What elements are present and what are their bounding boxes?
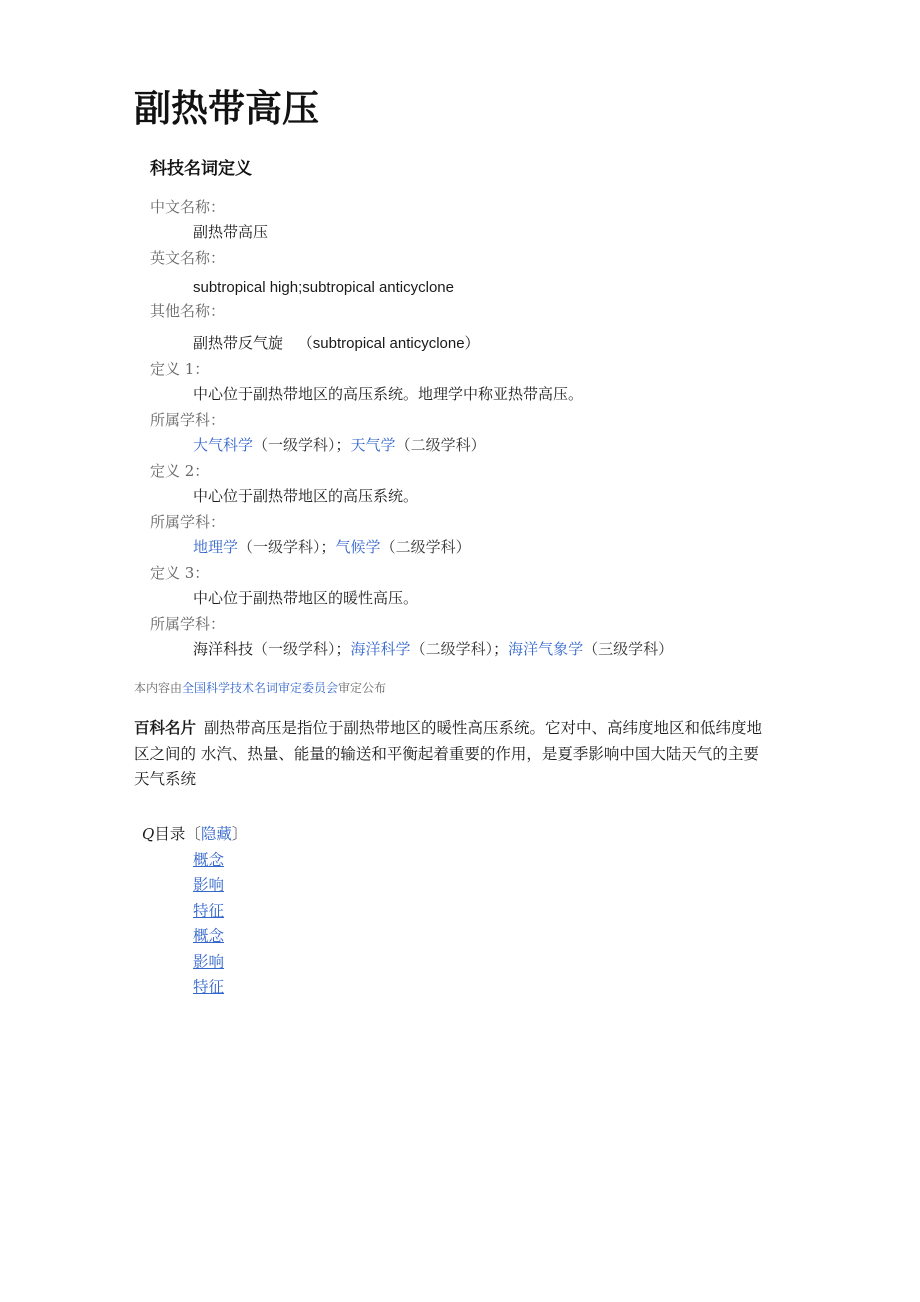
toc-label: 目录 [154,825,186,843]
other-name-value [193,332,480,355]
definition-2-subject-label: 所属学科： [150,513,226,531]
source-prefix: 本内容由 [134,681,183,695]
toc-hide-toggle[interactable]: 隐藏 [200,825,232,843]
subject-level: （二级学科） [380,538,471,556]
toc-item-influence[interactable]: 影响 [193,876,225,894]
other-name-label: 其他名称： [150,302,226,320]
subject-link-geography[interactable]: 地理学 [193,538,239,556]
definition-2-subjects [193,536,471,558]
subject-level: （一级学科） [238,538,321,556]
en-name-label: 英文名称： [150,249,226,267]
subject-separator: ； [335,436,351,454]
definition-3-label: 定义 3： [150,564,210,582]
definition-2-label: 定义 2： [150,462,210,480]
term-definition-heading: 科技名词定义 [150,159,252,179]
en-name-value: subtropical high;subtropical anticyclone [193,279,454,296]
page-title: 副热带高压 [134,87,319,130]
subject-level: （三级学科） [583,640,674,658]
toc-item-features[interactable]: 特征 [193,902,225,920]
subject-level: （二级学科） [410,640,494,658]
toc-item-concept[interactable]: 概念 [193,851,225,869]
definition-1-text: 中心位于副热带地区的高压系统。地理学中称亚热带高压。 [193,385,584,403]
subject-level: （二级学科） [395,436,486,454]
zh-name-label: 中文名称： [150,198,226,216]
source-attribution [134,678,386,698]
toc-item-features[interactable]: 特征 [193,978,225,996]
summary-tag: 百科名片 [134,719,197,737]
definition-3-subject-label: 所属学科： [150,615,226,633]
other-name-zh: 副热带反气旋 [193,334,284,352]
subject-link-climatology[interactable]: 气候学 [335,538,381,556]
toc-bracket-close: 〕 [231,825,248,843]
toc-item-influence[interactable]: 影响 [193,953,225,971]
subject-separator: ； [493,640,509,658]
subject-level: （一级学科） [253,640,336,658]
definition-3-text: 中心位于副热带地区的暖性高压。 [193,589,419,607]
toc-bracket-open: 〔 [185,825,201,843]
subject-link-atmospheric-science[interactable]: 大气科学 [193,436,254,454]
toc-header [142,822,247,846]
toc-item-concept[interactable]: 概念 [193,927,225,945]
subject-ocean-technology: 海洋科技 [193,640,254,658]
zh-name-value: 副热带高压 [193,223,269,241]
subject-level: （一级学科） [253,436,336,454]
definition-1-subject-label: 所属学科： [150,411,226,429]
source-suffix: 审定公布 [338,681,387,695]
subject-link-ocean-science[interactable]: 海洋科学 [350,640,411,658]
encyclopedia-summary [134,716,774,793]
definition-3-subjects [193,638,673,660]
subject-link-synoptic-meteorology[interactable]: 天气学 [350,436,396,454]
definition-1-subjects [193,434,486,456]
other-name-en: （subtropical anticyclone） [297,335,480,352]
toc-q-icon: Q [142,825,155,843]
definition-1-label: 定义 1： [150,360,210,378]
summary-text: 副热带高压是指位于副热带地区的暖性高压系统。它对中、高纬度地区和低纬度地区之间的 水汽、热量、能量的输送和平衡起着重要的作用，是夏季影响中国大陆天气的主要天气系统 [134,719,763,788]
subject-separator: ； [320,538,336,556]
source-committee-link[interactable]: 全国科学技术名词审定委员会 [182,681,339,695]
definition-2-text: 中心位于副热带地区的高压系统。 [193,487,419,505]
subject-link-marine-meteorology[interactable]: 海洋气象学 [508,640,584,658]
subject-separator: ； [335,640,351,658]
